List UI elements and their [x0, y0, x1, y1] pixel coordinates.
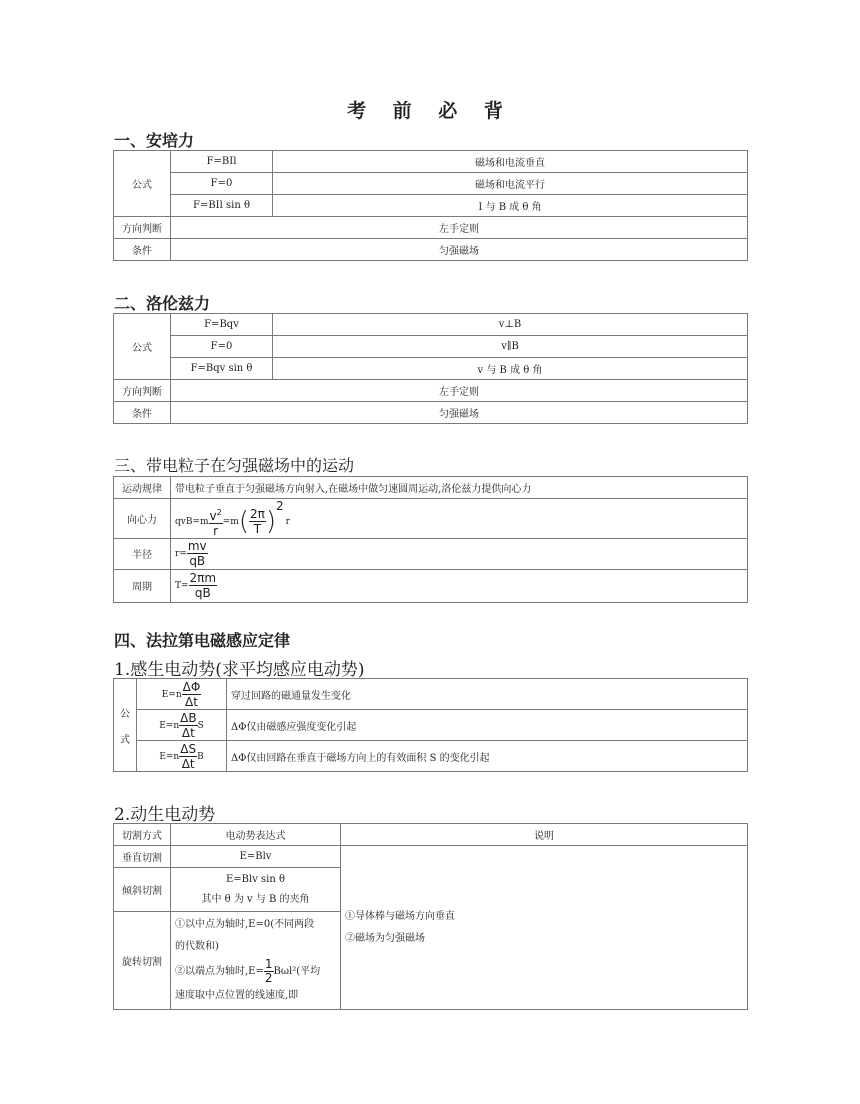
table-row	[114, 380, 748, 402]
header-cell: 切割方式	[114, 824, 171, 846]
lorentz-table	[113, 313, 748, 424]
perp-expr: E=Blv	[171, 846, 341, 868]
rot-expr: ①以中点为轴时,E=0(不同两段 的代数和) ②以端点为轴时,E= $\frac{1}{2}$ Bωl²(平均 速度取中点位置的线速度,即	[171, 912, 341, 1010]
formula-label: 公 式	[114, 679, 137, 772]
formula-label: 公式	[114, 314, 171, 380]
table-row	[114, 846, 748, 868]
table-row	[114, 569, 748, 602]
radius-label: 半径	[114, 538, 171, 569]
desc-cell: ΔΦ仅由回路在垂直于磁场方向上的有效面积 S 的变化引起	[227, 741, 748, 772]
section-heading-motion: 三、带电粒子在匀强磁场中的运动	[114, 456, 355, 475]
tilt-label: 倾斜切割	[114, 868, 171, 912]
table-row	[114, 477, 748, 499]
ampere-table	[113, 150, 748, 261]
fraction: $\frac{\Delta\Phi}{\Delta t}$	[182, 679, 201, 709]
section-heading-lorentz: 二、洛伦兹力	[114, 294, 211, 313]
desc-cell: I 与 B 成 θ 角	[273, 195, 748, 217]
formula-cell: E=n $\frac{\Delta\Phi}{\Delta t}$	[137, 679, 227, 710]
fraction: $\frac{\Delta S}{\Delta t}$	[180, 741, 197, 771]
subheading-induced-emf: 1.感生电动势(求平均感应电动势)	[114, 660, 365, 680]
centripetal-formula: qvB=m $\frac{v^2}{r}$ =m( $\frac{2\pi}{T}$ )2r	[171, 499, 748, 539]
centripetal-label: 向心力	[114, 499, 171, 539]
page-title: 考 前 必 背	[347, 100, 513, 122]
table-row	[114, 499, 748, 539]
condition-value: 匀强磁场	[171, 239, 748, 261]
formula-cell: F=0	[171, 173, 273, 195]
tilt-expr: E=Blv sin θ 其中 θ 为 v 与 B 的夹角	[171, 868, 341, 912]
formula-cell: F=0	[171, 336, 273, 358]
section-heading-faraday: 四、法拉第电磁感应定律	[114, 631, 291, 650]
table-row	[114, 710, 748, 741]
formula-cell: E=n $\frac{\Delta S}{\Delta t}$ B	[137, 741, 227, 772]
table-row	[114, 173, 748, 195]
header-cell: 电动势表达式	[171, 824, 341, 846]
table-row	[114, 538, 748, 569]
direction-label: 方向判断	[114, 380, 171, 402]
formula-cell: F=Bqv sin θ	[171, 358, 273, 380]
subheading-motional-emf: 2.动生电动势	[114, 805, 216, 825]
fraction: $\frac{2\pi}{T}$	[249, 507, 265, 536]
direction-label: 方向判断	[114, 217, 171, 239]
direction-value: 左手定则	[171, 217, 748, 239]
formula-cell: E=n $\frac{\Delta B}{\Delta t}$ S	[137, 710, 227, 741]
fraction: $\frac{\Delta B}{\Delta t}$	[180, 710, 197, 740]
condition-label: 条件	[114, 402, 171, 424]
formula-cell: F=Bqv	[171, 314, 273, 336]
rule-value: 带电粒子垂直于匀强磁场方向射入,在磁场中做匀速圆周运动,洛伦兹力提供向心力	[171, 477, 748, 499]
desc-cell: 磁场和电流垂直	[273, 151, 748, 173]
direction-value: 左手定则	[171, 380, 748, 402]
motional-emf-table	[113, 823, 748, 1010]
section-heading-ampere: 一、安培力	[114, 131, 195, 150]
table-row	[114, 151, 748, 173]
rule-label: 运动规律	[114, 477, 171, 499]
desc-cell: ΔΦ仅由磁感应强度变化引起	[227, 710, 748, 741]
table-row	[114, 358, 748, 380]
desc-cell: 穿过回路的磁通量发生变化	[227, 679, 748, 710]
fraction: $\frac{2\pi m}{qB}$	[189, 571, 217, 600]
notes-cell	[341, 846, 748, 1010]
note-1: ①导体棒与磁场方向垂直	[345, 910, 455, 922]
fraction: $\frac{v^2}{r}$	[209, 507, 222, 538]
table-row	[114, 336, 748, 358]
desc-cell: 磁场和电流平行	[273, 173, 748, 195]
table-row	[114, 195, 748, 217]
condition-label: 条件	[114, 239, 171, 261]
induced-emf-table	[113, 678, 748, 772]
rot-label: 旋转切割	[114, 912, 171, 1010]
formula-cell: F=BIl	[171, 151, 273, 173]
table-row	[114, 239, 748, 261]
table-row	[114, 217, 748, 239]
table-row	[114, 402, 748, 424]
perp-label: 垂直切割	[114, 846, 171, 868]
fraction: $\frac{1}{2}$	[264, 957, 273, 985]
table-header-row	[114, 824, 748, 846]
table-row	[114, 314, 748, 336]
fraction: $\frac{mv}{qB}$	[187, 539, 207, 568]
period-label: 周期	[114, 569, 171, 602]
desc-cell: v∥B	[273, 336, 748, 358]
desc-cell: v 与 B 成 θ 角	[273, 358, 748, 380]
motion-table	[113, 476, 748, 603]
note-2: ②磁场为匀强磁场	[345, 932, 425, 944]
desc-cell: v⊥B	[273, 314, 748, 336]
formula-cell: F=BIl sin θ	[171, 195, 273, 217]
formula-label: 公式	[114, 151, 171, 217]
header-cell: 说明	[341, 824, 748, 846]
period-formula: T= $\frac{2\pi m}{qB}$	[171, 569, 748, 602]
table-row	[114, 679, 748, 710]
table-row	[114, 741, 748, 772]
condition-value: 匀强磁场	[171, 402, 748, 424]
radius-formula: r= $\frac{mv}{qB}$	[171, 538, 748, 569]
